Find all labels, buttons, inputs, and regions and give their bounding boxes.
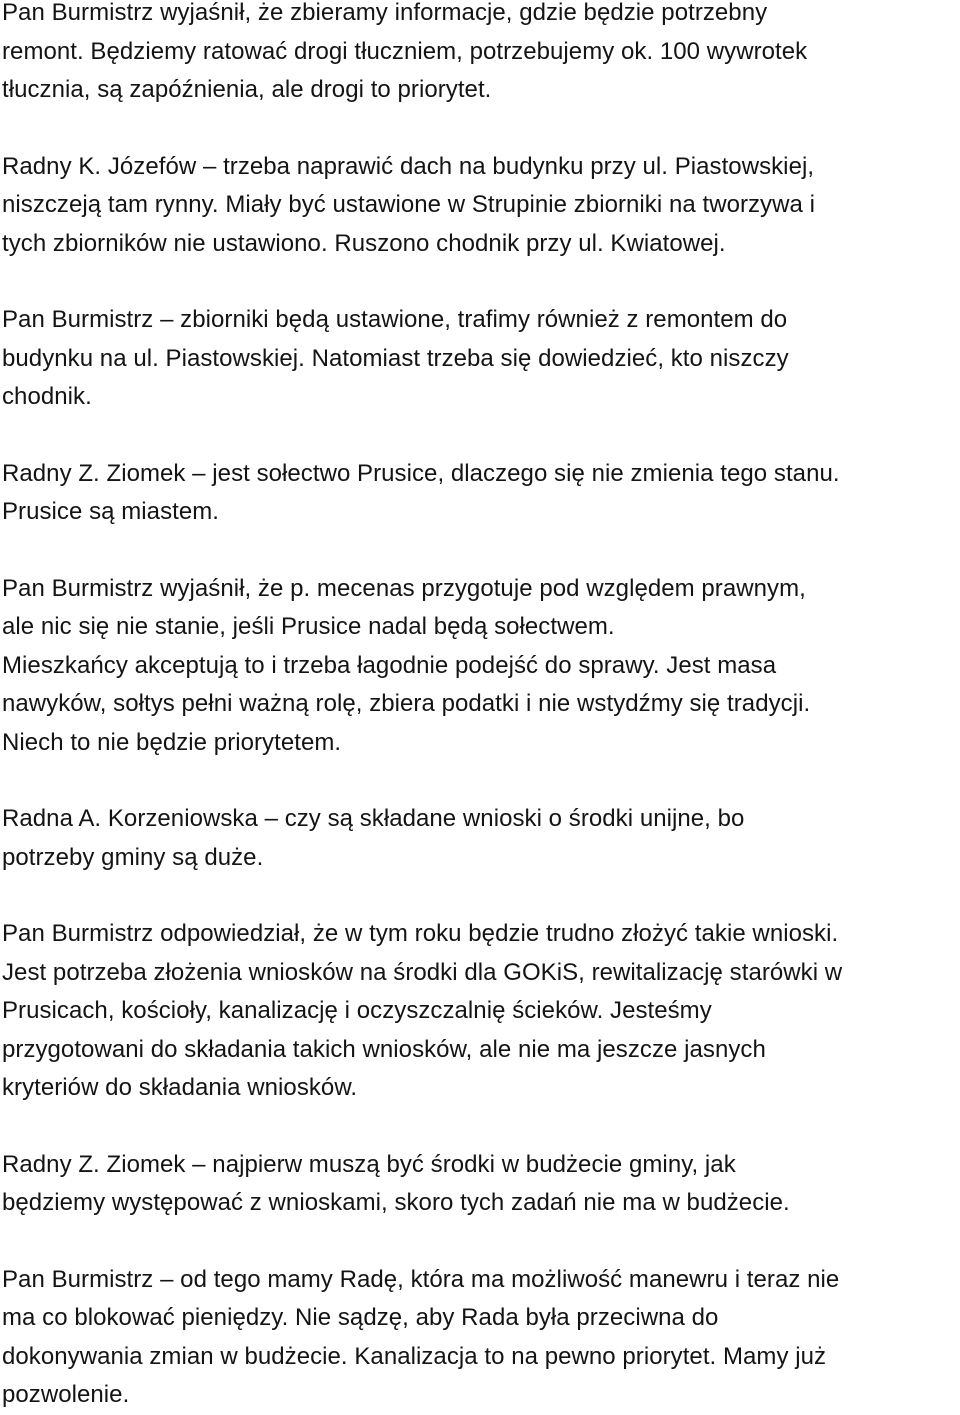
- document-body: [2, 0, 958, 1415]
- text-line: budynku na ul. Piastowskiej. Natomiast trzeba się dowiedzieć, kto niszczy: [2, 344, 789, 372]
- text-line: ale nic się nie stanie, jeśli Prusice nadal będą sołectwem.: [2, 613, 615, 640]
- text-line: Pan Burmistrz – zbiorniki będą ustawione, trafimy również z remontem do: [2, 306, 788, 333]
- text-line: Radny Z. Ziomek – jest sołectwo Prusice, dlaczego się nie zmienia tego stanu.: [2, 459, 840, 487]
- text-line: Niech to nie będzie priorytetem.: [2, 728, 342, 756]
- text-line: pozwolenie.: [2, 1381, 130, 1408]
- text-line: Pan Burmistrz odpowiedział, że w tym roku będzie trudno złożyć takie wnioski.: [2, 920, 839, 947]
- text-line: Radna A. Korzeniowska – czy są składane wnioski o środki unijne, bo: [2, 805, 745, 832]
- text-line: tłucznia, są zapóźnienia, ale drogi to priorytet.: [2, 76, 492, 103]
- text-line: potrzeby gminy są duże.: [2, 843, 264, 871]
- text-line: Jest potrzeba złożenia wniosków na środki dla GOKiS, rewitalizację starówki w: [2, 958, 843, 986]
- text-line: przygotowani do składania takich wniosków, ale nie ma jeszcze jasnych: [2, 1035, 766, 1063]
- paragraph: [2, 800, 958, 877]
- paragraph: [2, 915, 958, 1108]
- paragraph: [2, 148, 958, 264]
- text-line: Prusice są miastem.: [2, 498, 220, 525]
- text-line: niszczeją tam rynny. Miały być ustawione w Strupinie zbiorniki na tworzywa i: [2, 191, 815, 218]
- paragraph: [2, 1146, 958, 1223]
- text-line: Pan Burmistrz – od tego mamy Radę, która ma możliwość manewru i teraz nie: [2, 1265, 840, 1293]
- text-line: tych zbiorników nie ustawiono. Ruszono chodnik przy ul. Kwiatowej.: [2, 229, 726, 257]
- text-line: dokonywania zmian w budżecie. Kanalizacja to na pewno priorytet. Mamy już: [2, 1342, 827, 1370]
- text-line: remont. Będziemy ratować drogi tłuczniem, potrzebujemy ok. 100 wywrotek: [2, 37, 808, 65]
- text-line: Radny K. Józefów – trzeba naprawić dach na budynku przy ul. Piastowskiej,: [2, 152, 815, 180]
- paragraph: [2, 1261, 958, 1415]
- text-line: Pan Burmistrz wyjaśnił, że p. mecenas przygotuje pod względem prawnym,: [2, 574, 806, 602]
- paragraph: [2, 455, 958, 532]
- paragraph: [2, 570, 958, 763]
- text-line: Prusicach, kościoły, kanalizację i oczyszczalnię ścieków. Jesteśmy: [2, 997, 712, 1024]
- text-line: będziemy występować z wnioskami, skoro tych zadań nie ma w budżecie.: [2, 1189, 790, 1216]
- paragraph: [2, 0, 958, 110]
- paragraph: [2, 301, 958, 417]
- text-line: chodnik.: [2, 383, 92, 410]
- text-line: Pan Burmistrz wyjaśnił, że zbieramy informacje, gdzie będzie potrzebny: [2, 0, 768, 26]
- text-line: nawyków, sołtys pełni ważną rolę, zbiera podatki i nie wstydźmy się tradycji.: [2, 690, 811, 717]
- text-line: kryteriów do składania wniosków.: [2, 1074, 358, 1101]
- text-line: Mieszkańcy akceptują to i trzeba łagodnie podejść do sprawy. Jest masa: [2, 651, 777, 679]
- text-line: Radny Z. Ziomek – najpierw muszą być środki w budżecie gminy, jak: [2, 1150, 736, 1178]
- text-line: ma co blokować pieniędzy. Nie sądzę, aby Rada była przeciwna do: [2, 1304, 719, 1331]
